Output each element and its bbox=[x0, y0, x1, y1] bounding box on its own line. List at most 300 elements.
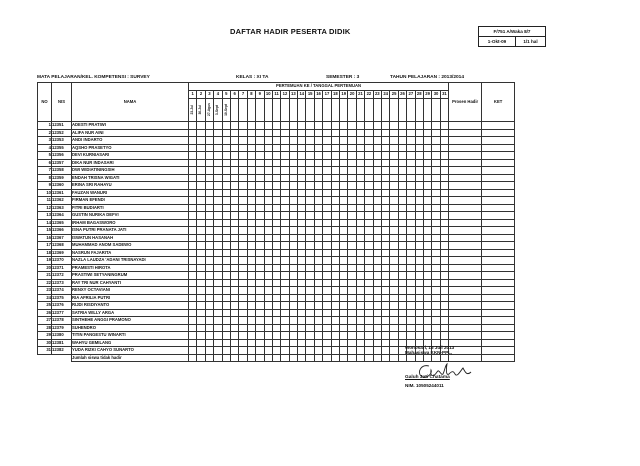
attendance-cell bbox=[331, 249, 339, 257]
attendance-cell bbox=[323, 294, 331, 302]
attendance-cell bbox=[373, 144, 381, 152]
attendance-cell bbox=[356, 227, 364, 235]
attendance-cell bbox=[222, 137, 230, 145]
attendance-cell bbox=[230, 137, 238, 145]
attendance-cell bbox=[365, 264, 373, 272]
attendance-cell bbox=[222, 227, 230, 235]
header-meeting: PERTEMUAN KE / TANGGAL PERTEMUAN bbox=[189, 83, 449, 91]
attendance-cell bbox=[331, 302, 339, 310]
attendance-cell bbox=[482, 174, 515, 182]
attendance-cell bbox=[205, 279, 213, 287]
attendance-cell bbox=[230, 144, 238, 152]
student-nis: 12371 bbox=[52, 264, 72, 272]
attendance-cell bbox=[432, 242, 440, 250]
attendance-cell bbox=[214, 204, 222, 212]
attendance-cell bbox=[205, 227, 213, 235]
attendance-cell bbox=[272, 137, 280, 145]
attendance-cell bbox=[432, 264, 440, 272]
attendance-cell bbox=[239, 264, 247, 272]
attendance-cell bbox=[390, 249, 398, 257]
attendance-cell bbox=[289, 137, 297, 145]
student-nis: 12352 bbox=[52, 129, 72, 137]
signer-nim: NIM. 10505244011 bbox=[405, 383, 444, 388]
attendance-cell bbox=[340, 152, 348, 160]
attendance-cell bbox=[390, 159, 398, 167]
attendance-cell bbox=[423, 324, 431, 332]
student-nis: 12381 bbox=[52, 339, 72, 347]
attendance-cell bbox=[348, 242, 356, 250]
attendance-cell bbox=[230, 249, 238, 257]
attendance-cell bbox=[356, 122, 364, 130]
attendance-cell bbox=[222, 219, 230, 227]
attendance-cell bbox=[331, 212, 339, 220]
attendance-cell bbox=[482, 324, 515, 332]
attendance-cell bbox=[247, 144, 255, 152]
attendance-cell bbox=[348, 302, 356, 310]
attendance-cell bbox=[365, 302, 373, 310]
attendance-cell bbox=[423, 279, 431, 287]
attendance-cell bbox=[298, 144, 306, 152]
attendance-cell bbox=[373, 309, 381, 317]
attendance-cell bbox=[398, 152, 406, 160]
attendance-cell bbox=[331, 189, 339, 197]
attendance-cell bbox=[256, 287, 264, 295]
attendance-cell bbox=[323, 159, 331, 167]
attendance-cell bbox=[306, 324, 314, 332]
attendance-cell bbox=[432, 324, 440, 332]
attendance-cell bbox=[340, 234, 348, 242]
attendance-cell bbox=[381, 234, 389, 242]
attendance-cell bbox=[214, 197, 222, 205]
attendance-cell bbox=[423, 159, 431, 167]
attendance-cell bbox=[264, 257, 272, 265]
attendance-cell bbox=[289, 197, 297, 205]
attendance-cell bbox=[314, 227, 322, 235]
attendance-cell bbox=[331, 317, 339, 325]
attendance-cell bbox=[197, 189, 205, 197]
attendance-cell bbox=[482, 317, 515, 325]
attendance-cell bbox=[482, 309, 515, 317]
attendance-cell bbox=[247, 152, 255, 160]
attendance-cell bbox=[373, 182, 381, 190]
attendance-cell bbox=[449, 309, 482, 317]
attendance-cell bbox=[222, 279, 230, 287]
attendance-cell bbox=[264, 137, 272, 145]
attendance-cell bbox=[256, 302, 264, 310]
attendance-cell bbox=[440, 152, 448, 160]
attendance-cell bbox=[256, 227, 264, 235]
meeting-number: 1 bbox=[189, 91, 197, 99]
attendance-cell bbox=[373, 197, 381, 205]
attendance-cell bbox=[298, 204, 306, 212]
attendance-cell bbox=[247, 249, 255, 257]
attendance-cell bbox=[348, 159, 356, 167]
attendance-cell bbox=[298, 257, 306, 265]
attendance-cell bbox=[189, 219, 197, 227]
attendance-cell bbox=[222, 129, 230, 137]
attendance-cell bbox=[407, 324, 415, 332]
attendance-cell bbox=[264, 234, 272, 242]
attendance-cell bbox=[423, 197, 431, 205]
attendance-cell bbox=[272, 212, 280, 220]
student-nis: 12361 bbox=[52, 189, 72, 197]
attendance-cell bbox=[449, 159, 482, 167]
attendance-cell bbox=[256, 279, 264, 287]
meeting-date-cell bbox=[205, 99, 213, 122]
attendance-cell bbox=[298, 152, 306, 160]
student-no: 22 bbox=[38, 279, 52, 287]
attendance-cell bbox=[222, 182, 230, 190]
meeting-date-cell bbox=[306, 99, 314, 122]
attendance-cell bbox=[230, 309, 238, 317]
attendance-cell bbox=[390, 347, 398, 355]
attendance-cell bbox=[331, 234, 339, 242]
attendance-cell bbox=[281, 137, 289, 145]
attendance-cell bbox=[289, 122, 297, 130]
attendance-cell bbox=[314, 264, 322, 272]
student-no: 25 bbox=[38, 302, 52, 310]
attendance-cell bbox=[348, 197, 356, 205]
attendance-cell bbox=[298, 264, 306, 272]
attendance-cell bbox=[440, 249, 448, 257]
attendance-cell bbox=[331, 152, 339, 160]
attendance-cell bbox=[230, 129, 238, 137]
attendance-cell bbox=[407, 332, 415, 340]
attendance-cell bbox=[205, 197, 213, 205]
attendance-cell bbox=[340, 122, 348, 130]
student-row bbox=[38, 249, 515, 257]
attendance-cell bbox=[197, 249, 205, 257]
attendance-cell bbox=[423, 294, 431, 302]
attendance-cell bbox=[205, 249, 213, 257]
attendance-cell bbox=[348, 212, 356, 220]
meeting-number: 30 bbox=[432, 91, 440, 99]
attendance-cell bbox=[197, 279, 205, 287]
attendance-cell bbox=[449, 302, 482, 310]
attendance-cell bbox=[365, 234, 373, 242]
student-nis: 12380 bbox=[52, 332, 72, 340]
attendance-cell bbox=[398, 204, 406, 212]
student-no: 18 bbox=[38, 249, 52, 257]
meeting-number: 23 bbox=[373, 91, 381, 99]
attendance-cell bbox=[390, 212, 398, 220]
attendance-cell bbox=[423, 137, 431, 145]
attendance-cell bbox=[256, 234, 264, 242]
attendance-cell bbox=[214, 174, 222, 182]
attendance-cell bbox=[189, 309, 197, 317]
attendance-cell bbox=[348, 249, 356, 257]
attendance-cell bbox=[415, 204, 423, 212]
student-name: DEVI KURNIASARI bbox=[72, 152, 189, 160]
attendance-cell bbox=[340, 212, 348, 220]
student-name: ISWATUN HASANAH bbox=[72, 234, 189, 242]
student-no: 15 bbox=[38, 227, 52, 235]
attendance-cell bbox=[205, 129, 213, 137]
attendance-cell bbox=[298, 234, 306, 242]
attendance-cell bbox=[281, 174, 289, 182]
attendance-cell bbox=[230, 204, 238, 212]
attendance-cell bbox=[189, 182, 197, 190]
attendance-cell bbox=[331, 197, 339, 205]
attendance-cell bbox=[230, 264, 238, 272]
student-name: ERINA SRI RAHAYU bbox=[72, 182, 189, 190]
attendance-cell bbox=[298, 137, 306, 145]
attendance-cell bbox=[390, 204, 398, 212]
attendance-cell bbox=[482, 294, 515, 302]
attendance-cell bbox=[214, 159, 222, 167]
attendance-cell bbox=[423, 182, 431, 190]
attendance-cell bbox=[197, 272, 205, 280]
student-name: YUDA RIZKI CAHYO SUNARTO bbox=[72, 347, 189, 355]
meeting-date-cell bbox=[398, 99, 406, 122]
attendance-cell bbox=[264, 264, 272, 272]
attendance-cell bbox=[197, 167, 205, 175]
attendance-cell bbox=[356, 257, 364, 265]
attendance-cell bbox=[415, 279, 423, 287]
attendance-cell bbox=[390, 182, 398, 190]
attendance-cell bbox=[272, 332, 280, 340]
meeting-number: 22 bbox=[365, 91, 373, 99]
attendance-cell bbox=[373, 174, 381, 182]
attendance-cell bbox=[415, 249, 423, 257]
attendance-cell bbox=[449, 167, 482, 175]
attendance-cell bbox=[298, 339, 306, 347]
attendance-cell bbox=[323, 264, 331, 272]
attendance-cell bbox=[197, 129, 205, 137]
attendance-cell bbox=[272, 242, 280, 250]
attendance-cell bbox=[189, 204, 197, 212]
attendance-cell bbox=[306, 219, 314, 227]
attendance-cell bbox=[348, 332, 356, 340]
attendance-cell bbox=[281, 129, 289, 137]
attendance-cell bbox=[440, 219, 448, 227]
attendance-cell bbox=[432, 257, 440, 265]
attendance-cell bbox=[348, 324, 356, 332]
attendance-cell bbox=[298, 332, 306, 340]
attendance-cell bbox=[432, 279, 440, 287]
attendance-cell bbox=[381, 257, 389, 265]
attendance-cell bbox=[323, 272, 331, 280]
attendance-cell bbox=[189, 174, 197, 182]
attendance-cell bbox=[222, 167, 230, 175]
attendance-cell bbox=[197, 204, 205, 212]
attendance-cell bbox=[272, 294, 280, 302]
attendance-cell bbox=[298, 182, 306, 190]
attendance-cell bbox=[281, 264, 289, 272]
student-nis: 12356 bbox=[52, 152, 72, 160]
student-name: RAY TRI NUR CAHYANTI bbox=[72, 279, 189, 287]
attendance-cell bbox=[222, 272, 230, 280]
attendance-cell bbox=[314, 167, 322, 175]
attendance-cell bbox=[289, 302, 297, 310]
attendance-cell bbox=[222, 174, 230, 182]
attendance-cell bbox=[289, 272, 297, 280]
attendance-cell bbox=[298, 174, 306, 182]
attendance-cell bbox=[281, 219, 289, 227]
attendance-cell bbox=[281, 182, 289, 190]
attendance-cell bbox=[348, 167, 356, 175]
attendance-cell bbox=[214, 317, 222, 325]
attendance-cell bbox=[415, 242, 423, 250]
attendance-cell bbox=[423, 204, 431, 212]
attendance-cell bbox=[222, 204, 230, 212]
attendance-cell bbox=[323, 174, 331, 182]
attendance-cell bbox=[365, 279, 373, 287]
attendance-cell bbox=[323, 324, 331, 332]
attendance-cell bbox=[482, 332, 515, 340]
attendance-cell bbox=[323, 129, 331, 137]
attendance-cell bbox=[214, 302, 222, 310]
attendance-cell bbox=[356, 137, 364, 145]
attendance-cell bbox=[239, 167, 247, 175]
attendance-cell bbox=[222, 309, 230, 317]
attendance-cell bbox=[298, 212, 306, 220]
attendance-cell bbox=[331, 332, 339, 340]
attendance-cell bbox=[189, 272, 197, 280]
attendance-cell bbox=[289, 249, 297, 257]
attendance-cell bbox=[340, 317, 348, 325]
student-row bbox=[38, 204, 515, 212]
attendance-cell bbox=[247, 197, 255, 205]
student-row bbox=[38, 212, 515, 220]
attendance-cell bbox=[306, 204, 314, 212]
attendance-cell bbox=[348, 182, 356, 190]
attendance-cell bbox=[214, 264, 222, 272]
attendance-cell bbox=[331, 122, 339, 130]
attendance-cell bbox=[482, 249, 515, 257]
student-name: ANDI INDARTO bbox=[72, 137, 189, 145]
attendance-cell bbox=[214, 137, 222, 145]
attendance-cell bbox=[272, 324, 280, 332]
attendance-cell bbox=[407, 309, 415, 317]
attendance-cell bbox=[407, 287, 415, 295]
attendance-cell bbox=[390, 152, 398, 160]
meeting-number: 21 bbox=[356, 91, 364, 99]
absent-total-cell bbox=[356, 354, 364, 362]
meeting-number: 9 bbox=[256, 91, 264, 99]
attendance-cell bbox=[440, 287, 448, 295]
attendance-cell bbox=[356, 174, 364, 182]
attendance-cell bbox=[365, 249, 373, 257]
attendance-cell bbox=[230, 242, 238, 250]
student-name: NAZLA LAUDZA 'ADANI TRISNAYADI bbox=[72, 257, 189, 265]
attendance-cell bbox=[415, 174, 423, 182]
attendance-cell bbox=[197, 324, 205, 332]
student-name: FAUZAN WANURI bbox=[72, 189, 189, 197]
doc-code-row bbox=[479, 27, 545, 37]
attendance-cell bbox=[482, 204, 515, 212]
attendance-cell bbox=[264, 279, 272, 287]
attendance-cell bbox=[222, 257, 230, 265]
attendance-cell bbox=[390, 339, 398, 347]
attendance-cell bbox=[306, 227, 314, 235]
attendance-cell bbox=[340, 137, 348, 145]
attendance-cell bbox=[381, 182, 389, 190]
attendance-cell bbox=[449, 294, 482, 302]
attendance-cell bbox=[306, 249, 314, 257]
attendance-cell bbox=[390, 324, 398, 332]
attendance-cell bbox=[239, 339, 247, 347]
attendance-cell bbox=[222, 189, 230, 197]
attendance-cell bbox=[340, 332, 348, 340]
attendance-cell bbox=[331, 242, 339, 250]
student-no: 1 bbox=[38, 122, 52, 130]
meeting-number: 10 bbox=[264, 91, 272, 99]
attendance-cell bbox=[230, 324, 238, 332]
attendance-cell bbox=[214, 287, 222, 295]
attendance-cell bbox=[298, 249, 306, 257]
attendance-cell bbox=[306, 257, 314, 265]
attendance-cell bbox=[230, 302, 238, 310]
attendance-cell bbox=[381, 129, 389, 137]
student-no: 4 bbox=[38, 144, 52, 152]
attendance-cell bbox=[189, 332, 197, 340]
attendance-cell bbox=[381, 227, 389, 235]
meeting-number: 17 bbox=[323, 91, 331, 99]
attendance-cell bbox=[272, 309, 280, 317]
attendance-cell bbox=[281, 189, 289, 197]
attendance-cell bbox=[306, 264, 314, 272]
attendance-cell bbox=[482, 279, 515, 287]
attendance-cell bbox=[415, 287, 423, 295]
attendance-cell bbox=[289, 152, 297, 160]
attendance-cell bbox=[323, 317, 331, 325]
attendance-cell bbox=[256, 204, 264, 212]
attendance-cell bbox=[482, 347, 515, 355]
attendance-cell bbox=[373, 279, 381, 287]
attendance-cell bbox=[298, 197, 306, 205]
attendance-cell bbox=[449, 212, 482, 220]
attendance-cell bbox=[407, 234, 415, 242]
attendance-cell bbox=[381, 339, 389, 347]
attendance-cell bbox=[264, 212, 272, 220]
attendance-cell bbox=[423, 189, 431, 197]
attendance-cell bbox=[214, 249, 222, 257]
attendance-cell bbox=[239, 212, 247, 220]
attendance-cell bbox=[482, 212, 515, 220]
attendance-cell bbox=[440, 294, 448, 302]
attendance-cell bbox=[348, 219, 356, 227]
student-row bbox=[38, 152, 515, 160]
attendance-cell bbox=[256, 189, 264, 197]
attendance-cell bbox=[340, 182, 348, 190]
attendance-cell bbox=[432, 167, 440, 175]
attendance-cell bbox=[256, 137, 264, 145]
attendance-cell bbox=[381, 302, 389, 310]
attendance-cell bbox=[189, 347, 197, 355]
attendance-cell bbox=[415, 234, 423, 242]
attendance-cell bbox=[381, 167, 389, 175]
header-present: Prosen Hadir bbox=[449, 83, 482, 122]
attendance-cell bbox=[189, 302, 197, 310]
attendance-cell bbox=[256, 167, 264, 175]
attendance-cell bbox=[264, 219, 272, 227]
meeting-number: 19 bbox=[340, 91, 348, 99]
meeting-number: 31 bbox=[440, 91, 448, 99]
attendance-cell bbox=[356, 242, 364, 250]
absent-total-cell bbox=[264, 354, 272, 362]
attendance-cell bbox=[314, 219, 322, 227]
attendance-cell bbox=[373, 129, 381, 137]
attendance-cell bbox=[197, 347, 205, 355]
attendance-cell bbox=[423, 174, 431, 182]
attendance-cell bbox=[449, 272, 482, 280]
meeting-number: 20 bbox=[348, 91, 356, 99]
attendance-cell bbox=[323, 339, 331, 347]
absent-total-label: Jumlah siswa tidak hadir bbox=[72, 354, 189, 362]
attendance-cell bbox=[247, 234, 255, 242]
attendance-cell bbox=[205, 332, 213, 340]
